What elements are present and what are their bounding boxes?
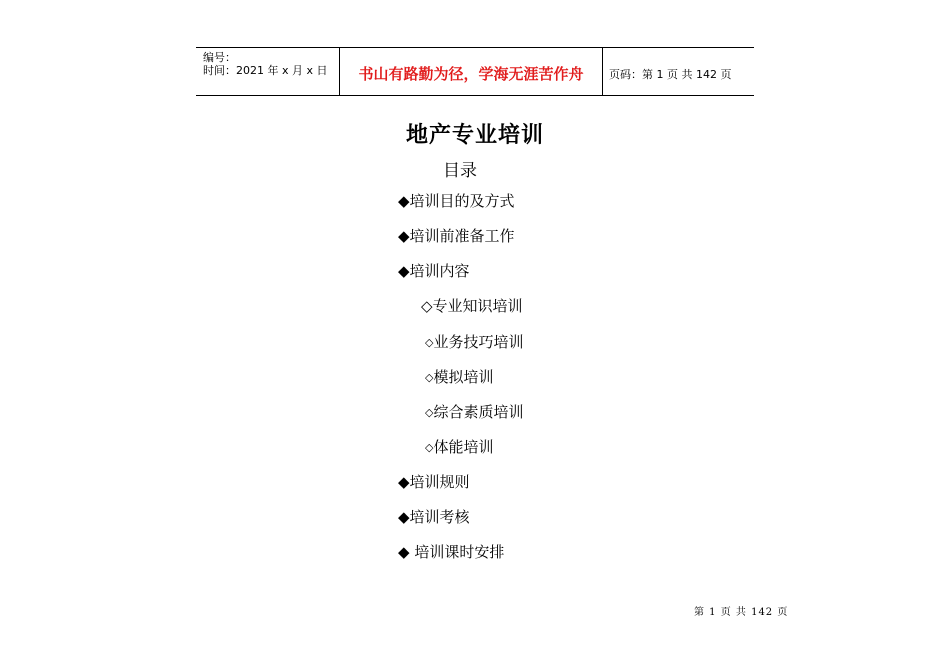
- toc-item-label: 培训规则: [409, 473, 470, 491]
- document-header: [196, 47, 754, 96]
- header-page-cell: [603, 48, 754, 95]
- toc-subitem-label: 模拟培训: [433, 368, 494, 386]
- toc-subitem: [421, 297, 523, 315]
- toc-subitem-label: 专业知识培训: [432, 297, 523, 315]
- header-info-cell: [196, 48, 340, 95]
- toc-item: [398, 262, 470, 280]
- solid-diamond-icon: ◆: [398, 543, 410, 561]
- code-label: 编号：: [203, 51, 236, 64]
- document-title: 地产专业培训: [405, 123, 544, 148]
- toc-item: [398, 227, 515, 245]
- solid-diamond-icon: ◆: [398, 262, 410, 280]
- hollow-diamond-icon: ◇: [425, 406, 434, 419]
- motto-text: 书山有路勤为径，学海无涯苦作舟: [358, 65, 584, 83]
- toc-subitem: [425, 368, 493, 387]
- header-motto-cell: [340, 48, 603, 95]
- toc-item-label: 培训前准备工作: [409, 227, 515, 245]
- toc-subitem: [425, 333, 523, 352]
- solid-diamond-icon: ◆: [398, 227, 410, 245]
- solid-diamond-icon: ◆: [398, 508, 410, 526]
- page-footer: 第 1 页 共 142 页: [694, 607, 789, 618]
- toc-item-label: 培训课时安排: [409, 543, 505, 561]
- hollow-diamond-icon: ◇: [421, 297, 433, 315]
- solid-diamond-icon: ◆: [398, 192, 410, 210]
- page-code: 页码：第 1 页 共 142 页: [609, 68, 732, 81]
- toc-item-label: 培训内容: [409, 262, 470, 280]
- toc-item: [398, 473, 470, 491]
- time-label: 时间：2021 年 x 月 x 日: [203, 64, 328, 77]
- toc-heading: 目录: [443, 161, 477, 181]
- toc-item: [398, 543, 504, 561]
- toc-subitem-label: 综合素质培训: [433, 403, 524, 421]
- toc-item: [398, 508, 470, 526]
- hollow-diamond-icon: ◇: [425, 371, 434, 384]
- toc-subitem-label: 业务技巧培训: [433, 333, 524, 351]
- toc-item-label: 培训考核: [409, 508, 470, 526]
- toc-subitem-label: 体能培训: [433, 438, 494, 456]
- toc-item: [398, 192, 515, 210]
- toc-subitem: [425, 438, 493, 457]
- toc-subitem: [425, 403, 523, 422]
- hollow-diamond-icon: ◇: [425, 336, 434, 349]
- solid-diamond-icon: ◆: [398, 473, 410, 491]
- toc-item-label: 培训目的及方式: [409, 192, 515, 210]
- hollow-diamond-icon: ◇: [425, 441, 434, 454]
